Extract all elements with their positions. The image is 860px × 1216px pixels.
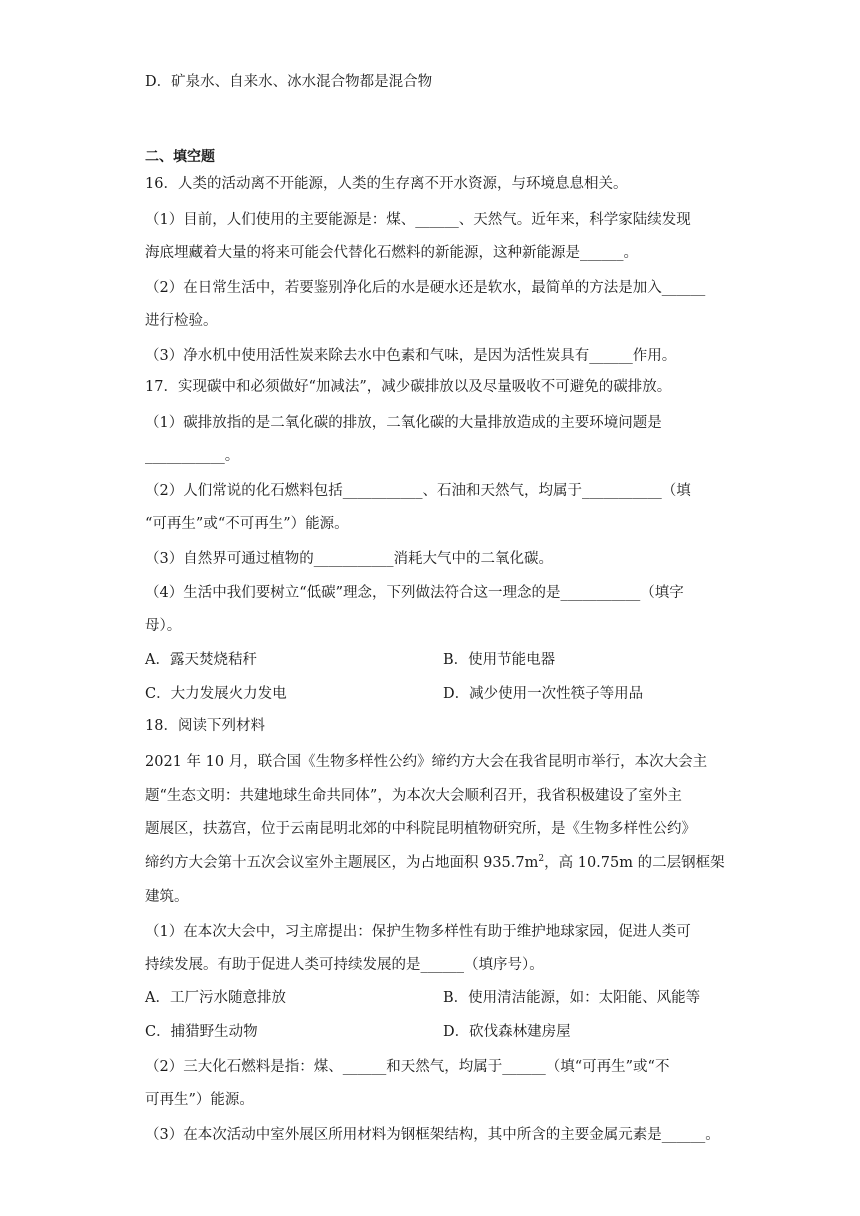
q18-part3: （3）在本次活动中室外展区所用材料为钢框架结构，其中所含的主要金属元素是______。 (145, 1127, 720, 1143)
q17-part4-line1: （4）生活中我们要树立“低碳”理念，下列做法符合这一理念的是___________（填字 (145, 585, 684, 601)
q18-material-line4 (145, 853, 725, 873)
q17-part4-line2: 母）。 (145, 618, 182, 634)
q17-option-d: D．减少使用一次性筷子等用品 (443, 686, 644, 702)
q16-part1-line1: （1）目前，人们使用的主要能源是：煤、______、天然气。近年来，科学家陆续发现 (145, 212, 691, 228)
q18-part1-line1: （1）在本次大会中，习主席提出：保护生物多样性有助于维护地球家园，促进人类可 (145, 924, 691, 940)
area-unit-superscript: 2 (538, 854, 545, 865)
q17-part1-line1: （1）碳排放指的是二氧化碳的排放，二氧化碳的大量排放造成的主要环境问题是 (145, 415, 662, 431)
q18-material-line4-post: ，高 10.75m 的二层钢框架 (544, 855, 725, 871)
q18-part2-line2: 可再生”）能源。 (145, 1092, 254, 1108)
q17-stem: 17．实现碳中和必须做好“加减法”，减少碳排放以及尽量吸收不可避免的碳排放。 (145, 379, 672, 395)
q17-option-a: A．露天焚烧秸秆 (145, 652, 257, 668)
q16-part3: （3）净水机中使用活性炭来除去水中色素和气味，是因为活性炭具有______作用。 (145, 348, 677, 364)
q18-material-line1: 2021 年 10 月，联合国《生物多样性公约》缔约方大会在我省昆明市举行，本次大会主 (145, 754, 708, 770)
q18-material-line3: 题展区，扶荔宫，位于云南昆明北郊的中科院昆明植物研究所，是《生物多样性公约》 (145, 821, 696, 837)
q18-part2-line1: （2）三大化石燃料是指：煤、______和天然气，均属于______（填“可再生”或“不 (145, 1059, 670, 1075)
q18-option-a: A．工厂污水随意排放 (145, 990, 286, 1006)
q17-part1-line2: ___________。 (145, 448, 240, 464)
q18-stem: 18．阅读下列材料 (145, 718, 265, 734)
q16-part2-line2: 进行检验。 (145, 313, 218, 329)
q17-option-b: B．使用节能电器 (443, 652, 556, 668)
q18-option-c: C．捕猎野生动物 (145, 1024, 258, 1040)
q18-material-line5: 建筑。 (145, 889, 189, 905)
q18-option-b: B．使用清洁能源，如：太阳能、风能等 (443, 990, 701, 1006)
q16-stem: 16．人类的活动离不开能源，人类的生存离不开水资源，与环境息息相关。 (145, 176, 628, 192)
section-heading-fill-blank: 二、填空题 (145, 149, 215, 165)
q18-material-line4-pre: 缔约方大会第十五次会议室外主题展区，为占地面积 935.7m (145, 855, 539, 871)
q16-part2-line1: （2）在日常生活中，若要鉴别净化后的水是硬水还是软水，最简单的方法是加入______ (145, 280, 706, 296)
q17-part2-line2: “可再生”或“不可再生”）能源。 (145, 516, 349, 532)
q18-option-d: D．砍伐森林建房屋 (443, 1024, 571, 1040)
q18-part1-line2: 持续发展。有助于促进人类可持续发展的是______（填序号）。 (145, 957, 544, 973)
q17-option-c: C．大力发展火力发电 (145, 686, 287, 702)
q17-part3: （3）自然界可通过植物的___________消耗大气中的二氧化碳。 (145, 551, 553, 567)
q15-option-d: D．矿泉水、自来水、冰水混合物都是混合物 (145, 74, 433, 90)
q17-part2-line1: （2）人们常说的化石燃料包括___________、石油和天然气，均属于___________（填 (145, 483, 691, 499)
q18-material-line2: 题“生态文明：共建地球生命共同体”，为本次大会顺利召开，我省积极建设了室外主 (145, 788, 682, 804)
q16-part1-line2: 海底埋藏着大量的将来可能会代替化石燃料的新能源，这种新能源是______。 (145, 245, 638, 261)
